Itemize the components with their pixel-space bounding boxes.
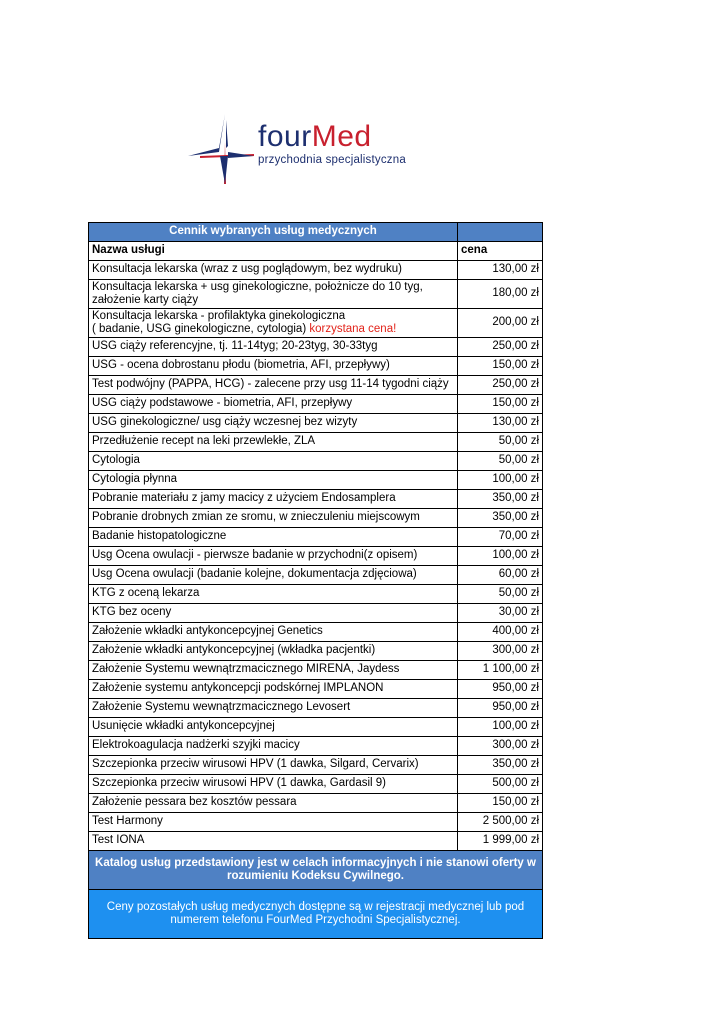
service-price: 50,00 zł <box>458 433 543 452</box>
service-name <box>89 718 458 737</box>
brand-med: Med <box>311 120 372 153</box>
service-price: 350,00 zł <box>458 509 543 528</box>
service-price: 950,00 zł <box>458 680 543 699</box>
table-row <box>89 490 543 509</box>
service-price: 130,00 zł <box>458 261 543 280</box>
table-row <box>89 509 543 528</box>
service-name <box>89 309 458 338</box>
table-row <box>89 813 543 832</box>
service-line: Cytologia płynna <box>92 473 178 486</box>
service-line: Założenie wkładki antykoncepcyjnej (wkładka pacjentki) <box>92 644 376 657</box>
table-row <box>89 261 543 280</box>
table-header-row <box>89 242 543 261</box>
service-price: 150,00 zł <box>458 357 543 376</box>
table-row <box>89 699 543 718</box>
service-name <box>89 414 458 433</box>
service-price: 50,00 zł <box>458 452 543 471</box>
service-line: Elektrokoagulacja nadżerki szyjki macicy <box>92 739 300 752</box>
service-name <box>89 376 458 395</box>
service-price: 250,00 zł <box>458 376 543 395</box>
service-name <box>89 832 458 851</box>
service-price: 100,00 zł <box>458 547 543 566</box>
disclaimer-text: Katalog usług przedstawiony jest w celach informacyjnych i nie stanowi oferty w rozumieniu Kodeksu Cywilnego. <box>89 851 543 890</box>
service-line: Konsultacja lekarska + usg ginekologiczne, położnicze do 10 tyg, <box>92 280 423 293</box>
service-line: Test Harmony <box>92 815 163 828</box>
service-name <box>89 547 458 566</box>
table-row <box>89 737 543 756</box>
service-name <box>89 813 458 832</box>
service-price: 950,00 zł <box>458 699 543 718</box>
table-row <box>89 756 543 775</box>
table-title-row <box>89 223 543 242</box>
service-price: 30,00 zł <box>458 604 543 623</box>
service-line-2: ( badanie, USG ginekologiczne, cytologia) <box>92 323 310 335</box>
service-name <box>89 280 458 309</box>
service-name <box>89 661 458 680</box>
table-row <box>89 718 543 737</box>
service-name <box>89 452 458 471</box>
service-line: Założenie Systemu wewnątrzmacicznego Levosert <box>92 701 351 714</box>
service-name <box>89 699 458 718</box>
table-row <box>89 623 543 642</box>
table-row <box>89 376 543 395</box>
service-line: Pobranie materiału z jamy macicy z użyciem Endosamplera <box>92 492 396 505</box>
table-row <box>89 642 543 661</box>
service-price: 2 500,00 zł <box>458 813 543 832</box>
service-name <box>89 433 458 452</box>
table-row <box>89 680 543 699</box>
service-price: 250,00 zł <box>458 338 543 357</box>
service-line: Założenie Systemu wewnątrzmacicznego MIRENA, Jaydess <box>92 663 400 676</box>
service-price: 100,00 zł <box>458 471 543 490</box>
table-title: Cennik wybranych usług medycznych <box>89 223 458 242</box>
service-name <box>89 756 458 775</box>
service-line: Konsultacja lekarska - profilaktyka ginekologiczna <box>92 309 346 322</box>
table-row <box>89 280 543 309</box>
table-row <box>89 604 543 623</box>
service-line: Badanie histopatologiczne <box>92 530 227 543</box>
disclaimer-row <box>89 851 543 890</box>
service-price: 100,00 zł <box>458 718 543 737</box>
table-row <box>89 661 543 680</box>
service-name <box>89 775 458 794</box>
table-row <box>89 338 543 357</box>
service-price: 50,00 zł <box>458 585 543 604</box>
header-service: Nazwa usługi <box>89 242 458 261</box>
service-line: Pobranie drobnych zmian ze sromu, w znieczuleniu miejscowym <box>92 511 420 524</box>
table-row <box>89 433 543 452</box>
table-row <box>89 566 543 585</box>
table-row <box>89 794 543 813</box>
brand-four: four <box>258 120 312 153</box>
service-line: USG ciąży podstawowe - biometria, AFI, przepływy <box>92 397 353 410</box>
service-price: 1 100,00 zł <box>458 661 543 680</box>
service-line-2: założenie karty ciąży <box>92 294 199 306</box>
table-title-blank <box>458 223 543 242</box>
service-name <box>89 737 458 756</box>
service-line: Cytologia <box>92 454 140 467</box>
service-line: KTG bez oceny <box>92 606 172 619</box>
service-line: Usg Ocena owulacji - pierwsze badanie w przychodni(z opisem) <box>92 549 418 562</box>
service-line: Założenie systemu antykoncepcji podskórnej IMPLANON <box>92 682 384 695</box>
service-price: 200,00 zł <box>458 309 543 338</box>
price-list-table <box>88 222 543 939</box>
service-price: 130,00 zł <box>458 414 543 433</box>
service-name <box>89 338 458 357</box>
service-name <box>89 623 458 642</box>
star-cross-icon <box>188 112 258 186</box>
info-text: Ceny pozostałych usług medycznych dostępne są w rejestracji medycznej lub pod numerem telefonu FourMed Przychodni Specjalistycznej. <box>89 890 543 939</box>
service-name <box>89 642 458 661</box>
service-name <box>89 509 458 528</box>
service-name <box>89 261 458 280</box>
service-line: Test podwójny (PAPPA, HCG) - zalecene przy usg 11-14 tygodni ciąży <box>92 378 449 391</box>
table-row <box>89 309 543 338</box>
price-highlight: korzystana cena! <box>309 323 397 335</box>
service-name <box>89 794 458 813</box>
service-price: 1 999,00 zł <box>458 832 543 851</box>
table-row <box>89 471 543 490</box>
service-name <box>89 395 458 414</box>
service-name <box>89 566 458 585</box>
info-row <box>89 890 543 939</box>
service-name <box>89 528 458 547</box>
service-line: Test IONA <box>92 834 145 847</box>
service-name <box>89 585 458 604</box>
service-line: KTG z oceną lekarza <box>92 587 200 600</box>
table-row <box>89 528 543 547</box>
service-price: 60,00 zł <box>458 566 543 585</box>
service-line: Usg Ocena owulacji (badanie kolejne, dokumentacja zdjęciowa) <box>92 568 417 581</box>
service-price: 350,00 zł <box>458 490 543 509</box>
table-row <box>89 357 543 376</box>
table-row <box>89 414 543 433</box>
service-line: Przedłużenie recept na leki przewlekłe, ZLA <box>92 435 316 448</box>
service-name <box>89 490 458 509</box>
service-price: 70,00 zł <box>458 528 543 547</box>
service-line: USG - ocena dobrostanu płodu (biometria, AFI, przepływy) <box>92 359 390 372</box>
service-line: Szczepionka przeciw wirusowi HPV (1 dawka, Gardasil 9) <box>92 777 386 790</box>
service-price: 150,00 zł <box>458 395 543 414</box>
service-line: USG ciąży referencyjne, tj. 11-14tyg; 20-23tyg, 30-33tyg <box>92 340 378 353</box>
service-name <box>89 680 458 699</box>
table-row <box>89 395 543 414</box>
service-name <box>89 604 458 623</box>
service-price: 150,00 zł <box>458 794 543 813</box>
service-line: Konsultacja lekarska (wraz z usg poglądowym, bez wydruku) <box>92 263 402 276</box>
service-price: 400,00 zł <box>458 623 543 642</box>
service-price: 180,00 zł <box>458 280 543 309</box>
service-price: 350,00 zł <box>458 756 543 775</box>
service-line: Usunięcie wkładki antykoncepcyjnej <box>92 720 275 733</box>
brand-tagline: przychodnia specjalistyczna <box>258 154 406 166</box>
header-price: cena <box>458 242 543 261</box>
brand-name <box>258 120 372 154</box>
service-price: 500,00 zł <box>458 775 543 794</box>
table-row <box>89 547 543 566</box>
service-name <box>89 357 458 376</box>
service-price: 300,00 zł <box>458 642 543 661</box>
service-line: Szczepionka przeciw wirusowi HPV (1 dawka, Silgard, Cervarix) <box>92 758 419 771</box>
service-name <box>89 471 458 490</box>
table-row <box>89 452 543 471</box>
service-line: Założenie pessara bez kosztów pessara <box>92 796 297 809</box>
service-price: 300,00 zł <box>458 737 543 756</box>
table-row <box>89 775 543 794</box>
fourmed-logo <box>188 112 406 186</box>
table-row <box>89 832 543 851</box>
service-line: USG ginekologiczne/ usg ciąży wczesnej bez wizyty <box>92 416 358 429</box>
service-line: Założenie wkładki antykoncepcyjnej Genetics <box>92 625 323 638</box>
table-row <box>89 585 543 604</box>
